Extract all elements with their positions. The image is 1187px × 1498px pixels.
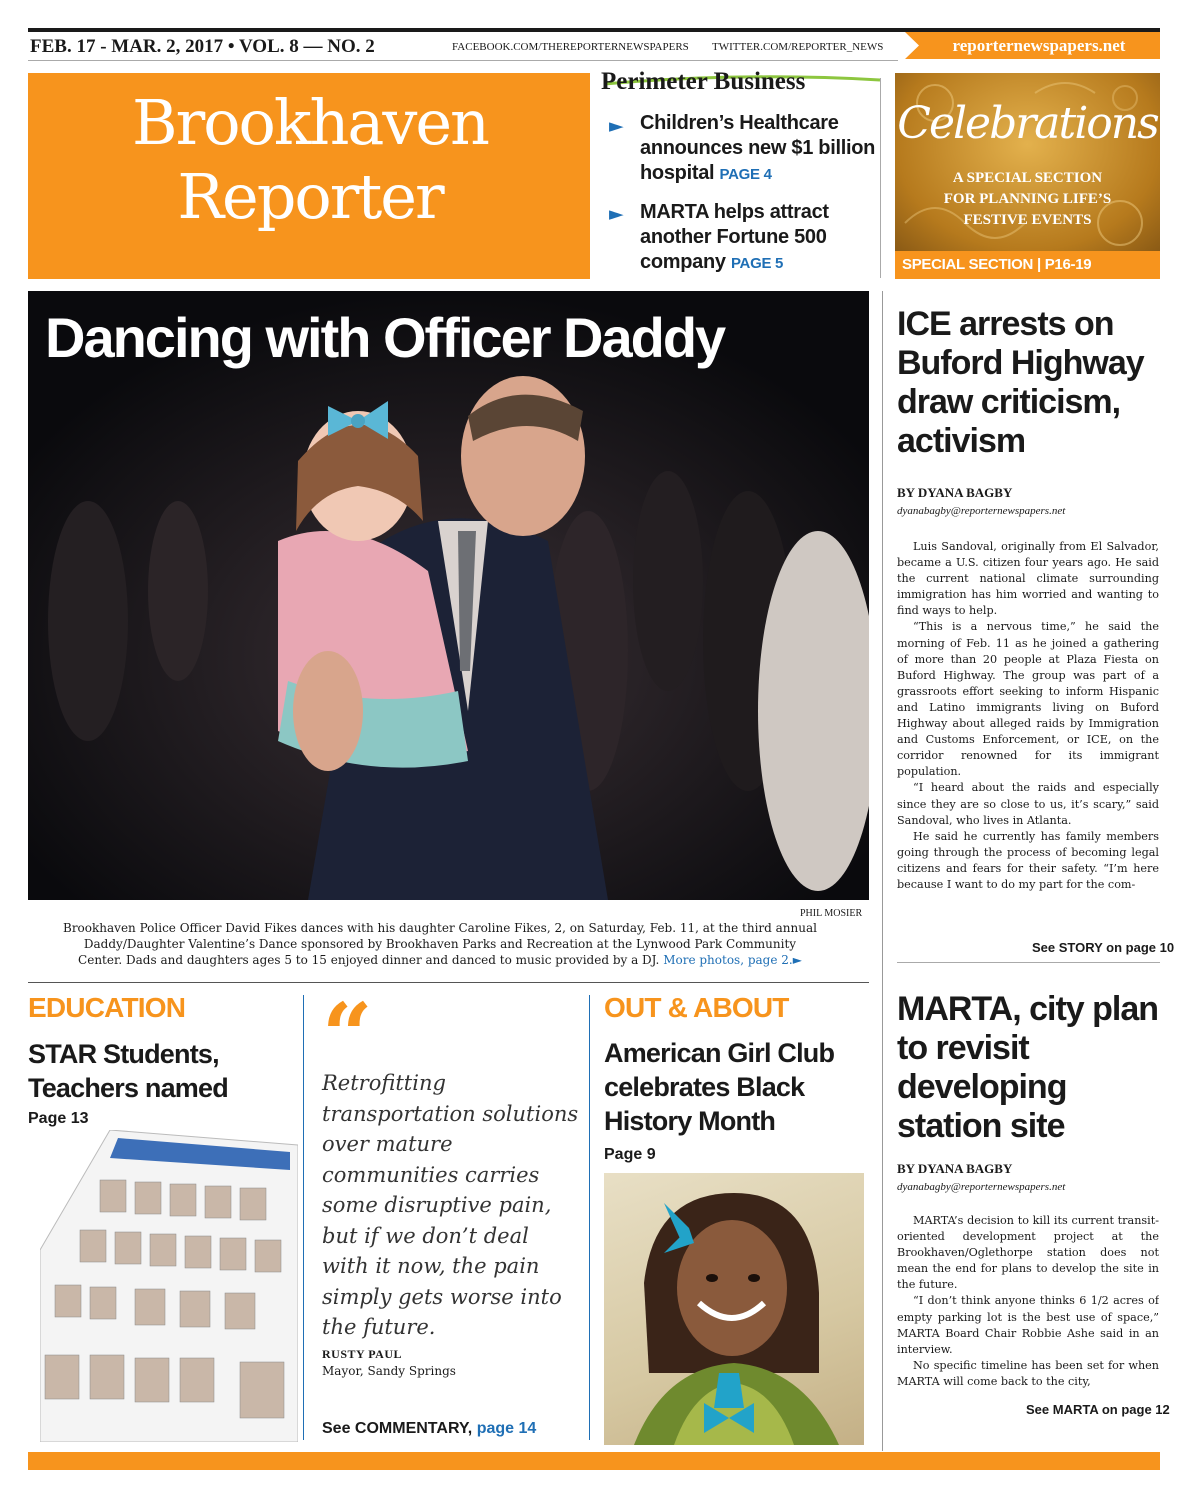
star-students-insert-image — [40, 1130, 298, 1442]
dateline: FEB. 17 - MAR. 2, 2017 • VOL. 8 — NO. 2 — [30, 36, 375, 57]
education-section-label: EDUCATION — [28, 992, 186, 1023]
quote-mark-icon: “ — [322, 983, 373, 1087]
marta-story-byline: BY DYANA BAGBY — [897, 1161, 1013, 1176]
special-section-label[interactable]: SPECIAL SECTION | P16-19 — [902, 256, 1092, 273]
ice-paragraph-2: “This is a nervous time,” he said the morning of Feb. 11 as he joined a gathering of more than 20 people at Plaza Fiesta on Buford Highway. The group was part of a grassroots effort seeking to inform Hispanic and Latino immigrants living on Buford Highway about alleged raids by Immigration and Customs Enforcement, or ICE, on the corridor renowned for its immigrant population. — [897, 620, 1159, 779]
girl-portrait-illustration — [604, 1173, 864, 1445]
ice-paragraph-3: “I heard about the raids and especially since they are so close to us, it’s scary,” said Sandoval, who lives in Atlanta. — [897, 781, 1159, 827]
education-headline[interactable]: STAR Students, Teachers named — [28, 1039, 228, 1103]
commentary-link[interactable] — [322, 1420, 536, 1438]
bullet-arrow-icon: ► — [609, 115, 624, 137]
website-link[interactable]: reporternewspapers.net — [952, 36, 1126, 55]
section-rule — [28, 982, 869, 983]
photo-caption-line3-text: Center. Dads and daughters ages 5 to 15 enjoyed dinner and danced to music provided by a DJ. — [78, 953, 660, 967]
column-divider — [589, 995, 590, 1440]
column-divider — [880, 78, 881, 278]
american-girl-photo — [604, 1173, 864, 1445]
ice-see-more-link[interactable]: See STORY on page 10 — [1032, 940, 1175, 955]
photo-credit: PHIL MOSIER — [800, 908, 863, 919]
celebrations-subtitle-2: FOR PLANNING LIFE’S — [943, 191, 1112, 207]
main-photo — [28, 291, 869, 900]
out-about-section-label: OUT & ABOUT — [604, 992, 789, 1023]
facebook-link[interactable]: FACEBOOK.COM/THEREPORTERNEWSPAPERS — [452, 41, 689, 53]
ice-story-email[interactable]: dyanabagby@reporternewspapers.net — [897, 505, 1066, 517]
bullet-arrow-icon: ► — [609, 203, 624, 225]
perimeter-business-title: Perimeter Business — [601, 68, 806, 95]
photo-caption-line2: Daddy/Daughter Valentine’s Dance sponsored by Brookhaven Parks and Recreation at the Lynwood Park Community — [83, 937, 797, 951]
pull-quote-text: Retrofitting transportation solutions over mature communities carries some disruptive pain, but if we don’t deal with it now, the pain simply gets worse into the future. — [322, 1071, 579, 1339]
ice-story-body — [897, 539, 1159, 935]
perimeter-item-2[interactable] — [640, 200, 880, 276]
marta-see-more-link[interactable]: See MARTA on page 12 — [1026, 1402, 1170, 1417]
marta-paragraph-2: “I don’t think anyone thinks 6 1/2 acres of empty parking lot is the best use of space,” MARTA Board Chair Robbie Ashe said in an interview. — [897, 1294, 1159, 1356]
perimeter-item-1-headline: Children’s Healthcare announces new $1 billion hospital — [640, 112, 876, 184]
perimeter-item-2-headline: MARTA helps attract another Fortune 500 company — [640, 201, 829, 273]
marta-paragraph-3: No specific timeline has been set for when MARTA will come back to the city, — [897, 1358, 1159, 1388]
ice-story-byline: BY DYANA BAGBY — [897, 485, 1013, 500]
masthead-title-line1: Brookhaven — [132, 86, 488, 159]
footer-bar — [28, 1452, 1160, 1470]
column-divider — [303, 995, 304, 1440]
right-column-rule — [897, 962, 1160, 963]
marta-story-body — [897, 1213, 1159, 1389]
commentary-page-ref[interactable]: page 14 — [476, 1420, 537, 1437]
dance-scene-illustration — [28, 291, 869, 900]
quote-attribution-title: Mayor, Sandy Springs — [322, 1364, 456, 1378]
out-about-headline[interactable]: American Girl Club celebrates Black History Month — [604, 1038, 835, 1136]
right-column-divider — [882, 291, 883, 1451]
more-photos-link[interactable]: More photos, page 2.► — [663, 953, 802, 967]
photo-caption-line3 — [50, 952, 830, 969]
ice-paragraph-4: He said he currently has family members going through the process of becoming legal citizens and fears for their safety. “I’m here because I want to do my part for the com- — [897, 829, 1159, 891]
celebrations-title: Celebrations — [897, 98, 1158, 149]
perimeter-item-2-page[interactable]: PAGE 5 — [730, 255, 784, 272]
twitter-link[interactable]: TWITTER.COM/REPORTER_NEWS — [712, 41, 884, 53]
education-page-ref[interactable]: Page 13 — [28, 1110, 89, 1127]
ice-paragraph-1: Luis Sandoval, originally from El Salvador, became a U.S. citizen four years ago. He said the current national climate surrounding immigration has him worried and wanting to find ways to help. — [897, 540, 1159, 618]
marta-story-email[interactable]: dyanabagby@reporternewspapers.net — [897, 1181, 1066, 1193]
photo-caption-line1: Brookhaven Police Officer David Fikes dances with his daughter Caroline Fikes, 2, on Saturday, Feb. 11, at the third annual — [63, 921, 817, 935]
out-about-page-ref[interactable]: Page 9 — [604, 1146, 656, 1163]
top-rule — [28, 28, 1160, 32]
masthead-title-line2: Reporter — [177, 160, 443, 233]
quote-attribution-name: RUSTY PAUL — [322, 1347, 403, 1361]
marta-story-headline[interactable]: MARTA, city plan to revisit developing station site — [897, 990, 1159, 1145]
marta-paragraph-1: MARTA’s decision to kill its current transit-oriented development project at the Brookhaven/Oglethorpe station does not mean the end for plans to develop the site in the future. — [897, 1214, 1159, 1292]
ice-story-headline[interactable]: ICE arrests on Buford Highway draw criticism, activism — [897, 305, 1144, 460]
celebrations-subtitle-3: FESTIVE EVENTS — [963, 212, 1092, 228]
perimeter-item-1[interactable] — [640, 111, 880, 187]
commentary-label: See COMMENTARY, — [322, 1420, 473, 1437]
main-story-title[interactable]: Dancing with Officer Daddy — [45, 306, 725, 369]
celebrations-subtitle-1: A SPECIAL SECTION — [952, 170, 1103, 186]
perimeter-item-1-page[interactable]: PAGE 4 — [719, 166, 772, 183]
header-divider — [28, 60, 898, 61]
